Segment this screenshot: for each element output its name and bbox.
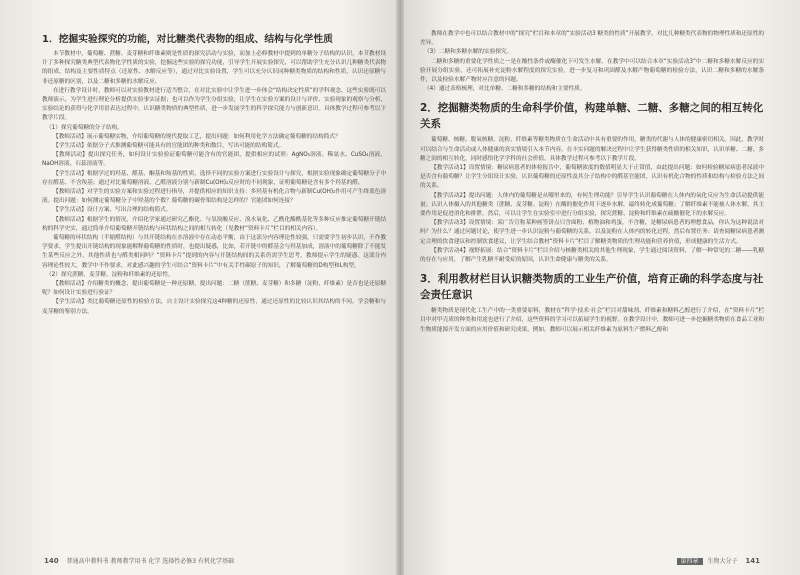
paragraph: 【教学活动1】设置情境：糖尿病患者的体检报告中，葡萄糖浓度的数值明显大于正常值，由此提出问题：如何检验糖尿病患者尿液中是否含有葡萄糖？让学生分组设计实验，认识葡萄糖的还原性及其分子结构中的醛基官能团，认识有机化合物的性质和结构与检验方法之间的关系。	[420, 165, 764, 190]
chapter-tag: 第四章	[677, 558, 703, 565]
paragraph: 本节教材中，葡萄糖、蔗糖、麦芽糖和纤维素则是性质的探究活动与实验，而加上必修教材中提到的单糖分子结构的认识，本节教材设计了多种探究糖类典型代表物化学性质的实验，挖掘这些实验的探究功能，引导学生开展实验探究，可以帮助学生充分认识几种糖类代表物的组成、结构及主要性质特点（还原性、水解反应等），通过对比实验设置，学生可以充分认识同种糖类物质的结构和性质，认识还原糖与非还原糖的区别，以及二糖和多糖的水解反应。	[42, 51, 386, 85]
chapter-title: 生物大分子	[707, 558, 738, 565]
paragraph: 【学生活动】类比葡萄糖还原性的检验方法，自主设计实验探究这4种糖的还原性，通过还原性的比较认识其结构的不同，学会糖和与麦芽糖的鉴别方法。	[42, 299, 386, 315]
paragraph: 【教学活动4】视野拓展：结合“资料卡片”栏目介绍与核糖类相关的其他生理现象，学生通过阅读资料，了解一种常见的二糖——乳糖的存在与应用，了解产生乳糖不耐受症的原因，认识生命健康与糖类的关系。	[420, 247, 764, 264]
paragraph: （1）探究葡萄糖的分子结构。	[46, 124, 123, 131]
section-heading-2: 2．挖掘糖类物质的生命科学价值，构建单糖、二糖、多糖之间的相互转化关系	[420, 102, 764, 131]
paragraph: 【教师活动】介绍糖类的概念，提出葡萄糖是一种还原糖，提出问题：二糖（蔗糖、麦芽糖）和多糖（淀粉、纤维素）是否也是还原糖呢？如何设计实验进行验证？	[42, 281, 386, 297]
paragraph: （3）二糖和多糖水解的实验探究。	[424, 49, 513, 56]
paragraph: （4）通过表格梳理，对比单糖、二糖和多糖的结构和主要性质。	[424, 86, 586, 93]
page-number: 140	[44, 557, 59, 565]
paragraph: 二糖和多糖的重要化学性质之一是在酸性条件或酶催化下可发生水解。在教学中可以结合本章“实验活动3”中二糖和多糖水解反应的实验开展分组实验，还可拓展补充淀粉水解程度的探究实验，进一步复习和巩固醛及水解产物葡萄糖的检验方法，认识二糖和多糖的水解条件，以及检验水解产物时应注意的问题。	[420, 58, 764, 84]
paragraph: 【教师活动】根据学生的情况，介绍化学家通过研究乙酯化、与氢溴酸反应、溴水氧化、乙酰化酯酰基化等多种反应推定葡萄糖开链结构的科学史实，通过简单介绍葡萄糖开链结构与环状结构之间的相互转化（见教材“资料卡片”栏目的相关内容）。	[42, 216, 386, 232]
paragraph: 【学生活动】依据分子式推测葡萄糖可能具有的官能团的种类和数目，写出可能的结构简式。	[53, 143, 285, 150]
section-heading-1: 1．挖掘实验探究的功能，对比糖类代表物的组成、结构与化学性质	[42, 34, 333, 45]
paragraph: 【教师活动】对学生的实验方案和实验过程进行指导，并提供相应的知识支持：多羟基有机化合物与新制Cu(OH)₂作用可产生绛蓝色溶液。提出问题：如何测定葡萄糖分子中羟基的个数？葡萄糖的碳骨架结构是怎样的？官能团如何连接？	[42, 189, 386, 205]
paragraph: 【教师活动】展示葡萄糖实物，介绍葡萄糖的现代提取工艺，提出问题：如何利用化学方法确定葡萄糖的结构简式？	[53, 133, 341, 140]
paragraph: 教师在教学中也可以结合教材中的“探究”栏目和本章的“实验活动3 糖类的性质”开展教学，对比几种糖类代表物的物理性质和还原性的差异。	[420, 31, 764, 47]
paragraph: 【教学活动3】设置情境：某广告宣称某种画签饼点只含面粉、植物油和鸡蛋，不含糖，是糖尿病患者的理想食品，你认为这种说法对吗？为什么？通过问题讨论，使学生进一步认识淀粉与葡萄糖的关系，以及淀粉在人体内的转化过程，然后布置任务：请查阅糖尿病患者测定合理的饮食建议和控制饮食建议，让学生结合教材“资料卡片”栏目了解糖类物质的生理功能和营养价值，形成健康的生活方式。	[420, 220, 764, 245]
book-gutter	[396, 0, 404, 575]
paragraph: 在进行教学设计时，教师可以对实验教材进行适当整合，在对比实验中让学生进一步体会“结构决定性质”的学科观念，这些实验既可以教师演示，为学生进行理论分析提供实验事实证据；也可以作为学生分组实验，让学生在实验方案的设计与评价、实验现象的观察与分析、实验结论的获得与化学用语表达过程中，认识糖类物质的典型性质，进一步发展学生的科学探究能力与创新意识。具体教学过程可参考以下教学片段。	[42, 87, 386, 122]
paragraph: 葡萄糖的环状结构（半缩醛结构）与其开链结构在水溶液中存在动态平衡，由于这部分内容理论性较强，只需要学生初步认识，不作教学要求。学生提出开链结构的现象能解释葡萄糖的性质时，也提出疑惑，比如，若开链中的醛基会与羟基加成，溶液中的葡萄糖除了不能发生某些反应之外，其他性质也与醛类相同吗？“资料卡片”提到的内容与开链结构间的关系仍需学生思考，教师提示学生的疑惑。这部分内容理论性较大，教学中不作要求。对此感兴趣的学生可结合“资料卡片”中有关手性碳原子的知识，了解葡萄糖的D构型和L构型。	[42, 235, 386, 269]
paragraph: 【学生活动】根据学过的羟基、醛基、酮基和羧基的性质，选择不同的实验方案进行实验设计与探究，根据实验现象确定葡萄糖分子中存在醛基、不含羧基；通过对比葡萄糖溶液、乙醛溶液分别与新制Cu(OH)₂反应时的不同现象，证明葡萄糖是含有多个羟基的醛。	[42, 170, 386, 186]
paragraph: 【学生活动】设计方案，写出合理的结构简式。	[53, 207, 172, 214]
running-footer: 普通高中教科书 教师教学用书 化学 选择性必修3 有机化学基础	[66, 558, 234, 565]
right-footer	[677, 556, 767, 567]
section-heading-3: 3．利用教材栏目认识糖类物质的工业生产价值，培育正确的科学态度与社会责任意识	[420, 273, 764, 302]
right-page	[400, 0, 800, 575]
right-body-mid	[420, 136, 764, 265]
paragraph: 【教学活动2】提出问题：人体内的葡萄糖是从哪里来的，有何生理功能？引导学生认识葡萄糖在人体内的氧化反应为生命活动提供能量；认识人体摄入的其他糖类（蔗糖、麦芽糖、淀粉）在酶的催化作用下逐步水解，最终转化成葡萄糖；了解纤维素不能被人体水解，其主要作用是促进消化和排泄。然后，可以让学生在实验室中进行分组实验，探究蔗糖、淀粉和纤维素在硫酸催化下的水解反应。	[420, 192, 764, 218]
left-body	[42, 50, 386, 317]
left-footer	[38, 556, 234, 567]
paragraph: 葡萄糖、核糖、脱氧核糖、淀粉、纤维素等糖类物质在生命活动中具有重要的作用，糖类的代谢与人体的健康密切相关。因此，教学时可以结合与生命活动或人体健康的真实情境引入本节内容，在丰实问题的解决过程中让学生获得糖类性质的相关知识，认识单糖、二糖、多糖之间的相互转化，同时感悟化学学科的社会价值。具体教学过程可参考以下教学片段。	[420, 137, 764, 162]
right-body	[420, 30, 764, 94]
paragraph: （2）探究蔗糖、麦芽糖、淀粉和纤维素的还原性。	[46, 271, 174, 278]
page-number: 141	[745, 557, 760, 565]
right-body-bottom	[420, 307, 764, 335]
paragraph: 糖类物质是现代化工生产中的一类重要原料，教材在“科学·技术·社会”栏目对甜味剂、纤维素和糖料乙醇进行了介绍，在“资料卡片”栏目中对甲壳质的种类和用途也进行了介绍，这些资料的学习可以拓展学生的视野。在教学设计中，教师可进一步挖掘糖类物质在食品工业和生物质能源开发方面的应用价值和研究成果，例如，教师可以展示相关纤维素为原料生产燃料乙醇和	[420, 308, 764, 333]
paragraph: 【教师活动】提出探究任务，如何设计实验验证葡萄糖可能含有的官能团，提供相应的试剂：AgNO₃溶液、稀氨水、CuSO₄溶液、NaOH溶液、石蕊溶液等。	[42, 152, 386, 168]
